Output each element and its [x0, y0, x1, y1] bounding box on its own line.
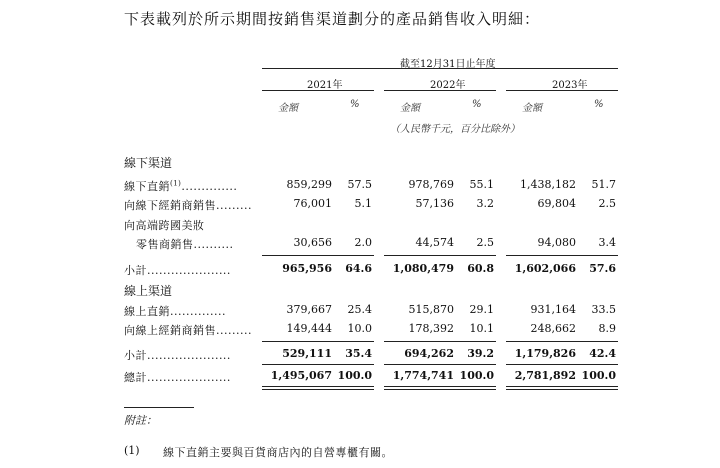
year-2023: 2023年	[552, 80, 588, 91]
year-rule-2021	[262, 90, 374, 91]
subtotal-rule	[262, 341, 374, 342]
col-amount-2022: 金額	[400, 103, 420, 114]
cell: 965,956	[282, 262, 332, 275]
col-amount-2021: 金額	[278, 103, 298, 114]
cell: 2.0	[354, 236, 372, 249]
total-rule	[384, 364, 496, 365]
total-double-rule	[262, 389, 374, 390]
year-rule-2023	[506, 90, 618, 91]
cell: 2.5	[476, 236, 494, 249]
cell: 694,262	[404, 347, 454, 360]
col-pct-2023: %	[594, 99, 604, 110]
cell: 149,444	[286, 322, 332, 335]
col-pct-2021: %	[350, 99, 360, 110]
cell: 69,804	[537, 197, 576, 210]
total-double-rule	[506, 389, 618, 390]
notes-rule	[124, 407, 194, 408]
cell: 64.6	[345, 262, 372, 275]
cell: 2,781,892	[514, 369, 576, 382]
cell: 515,870	[408, 303, 454, 316]
row-label-crossborder-line2: 零售商銷售..........	[136, 238, 234, 251]
intro-text: 下表載列於所示期間按銷售渠道劃分的產品銷售收入明細：	[124, 10, 541, 28]
cell: 100.0	[459, 369, 494, 382]
total-double-rule	[384, 386, 496, 387]
cell: 100.0	[337, 369, 372, 382]
total-rule	[262, 364, 374, 365]
cell: 1,080,479	[392, 262, 454, 275]
total-double-rule	[384, 389, 496, 390]
cell: 10.0	[347, 322, 372, 335]
cell: 94,080	[537, 236, 576, 249]
header-rule	[262, 68, 618, 69]
cell: 39.2	[467, 347, 494, 360]
cell: 178,392	[408, 322, 454, 335]
cell: 5.1	[354, 197, 372, 210]
cell: 1,179,826	[514, 347, 576, 360]
cell: 2.5	[598, 197, 616, 210]
row-label-offline-subtotal: 小計.....................	[124, 264, 231, 277]
cell: 379,667	[286, 303, 332, 316]
footnote-number: (1)	[124, 444, 140, 457]
cell: 3.2	[476, 197, 494, 210]
cell: 29.1	[469, 303, 494, 316]
unit-note: （人民幣千元，百分比除外）	[390, 124, 520, 135]
cell: 57.6	[589, 262, 616, 275]
period-header: 截至12月31日止年度	[400, 59, 496, 70]
cell: 1,495,067	[270, 369, 332, 382]
total-rule	[506, 364, 618, 365]
col-pct-2022: %	[472, 99, 482, 110]
cell: 978,769	[408, 178, 454, 191]
cell: 248,662	[530, 322, 576, 335]
cell: 57,136	[415, 197, 454, 210]
cell: 44,574	[415, 236, 454, 249]
total-double-rule	[506, 386, 618, 387]
cell: 76,001	[293, 197, 332, 210]
cell: 529,111	[282, 347, 332, 360]
col-amount-2023: 金額	[522, 103, 542, 114]
notes-title: 附註：	[124, 414, 157, 427]
cell: 42.4	[589, 347, 616, 360]
subtotal-rule	[506, 255, 618, 256]
cell: 33.5	[591, 303, 616, 316]
year-2021: 2021年	[307, 80, 343, 91]
cell: 100.0	[581, 369, 616, 382]
cell: 25.4	[347, 303, 372, 316]
subtotal-rule	[384, 341, 496, 342]
row-label-online-subtotal: 小計.....................	[124, 349, 231, 362]
cell: 57.5	[347, 178, 372, 191]
cell: 3.4	[598, 236, 616, 249]
subtotal-rule	[262, 255, 374, 256]
cell: 60.8	[467, 262, 494, 275]
total-double-rule	[262, 386, 374, 387]
year-2022: 2022年	[430, 80, 466, 91]
row-label-crossborder-line1: 向高端跨國美妝	[124, 219, 205, 232]
section-online: 線上渠道	[124, 284, 173, 298]
row-label-online-distributor: 向線上經銷商銷售.........	[124, 324, 252, 337]
cell: 51.7	[591, 178, 616, 191]
cell: 1,438,182	[520, 178, 576, 191]
row-label-online-direct: 線上直銷..............	[124, 305, 226, 318]
subtotal-rule	[384, 255, 496, 256]
cell: 55.1	[469, 178, 494, 191]
cell: 1,774,741	[392, 369, 454, 382]
cell: 30,656	[293, 236, 332, 249]
footnote-text: 線下直銷主要與百貨商店內的自營專櫃有關。	[163, 446, 393, 459]
year-rule-2022	[384, 90, 496, 91]
cell: 8.9	[598, 322, 616, 335]
row-label-offline-distributor: 向線下經銷商銷售.........	[124, 199, 252, 212]
cell: 10.1	[469, 322, 494, 335]
cell: 931,164	[530, 303, 576, 316]
cell: 859,299	[286, 178, 332, 191]
cell: 35.4	[345, 347, 372, 360]
row-label-total: 總計.....................	[124, 371, 231, 384]
subtotal-rule	[506, 341, 618, 342]
section-offline: 線下渠道	[124, 156, 173, 170]
row-label-offline-direct: 線下直銷$^{(1)}$..............	[124, 179, 238, 193]
cell: 1,602,066	[514, 262, 576, 275]
footnote-ref: (1)	[170, 179, 182, 188]
